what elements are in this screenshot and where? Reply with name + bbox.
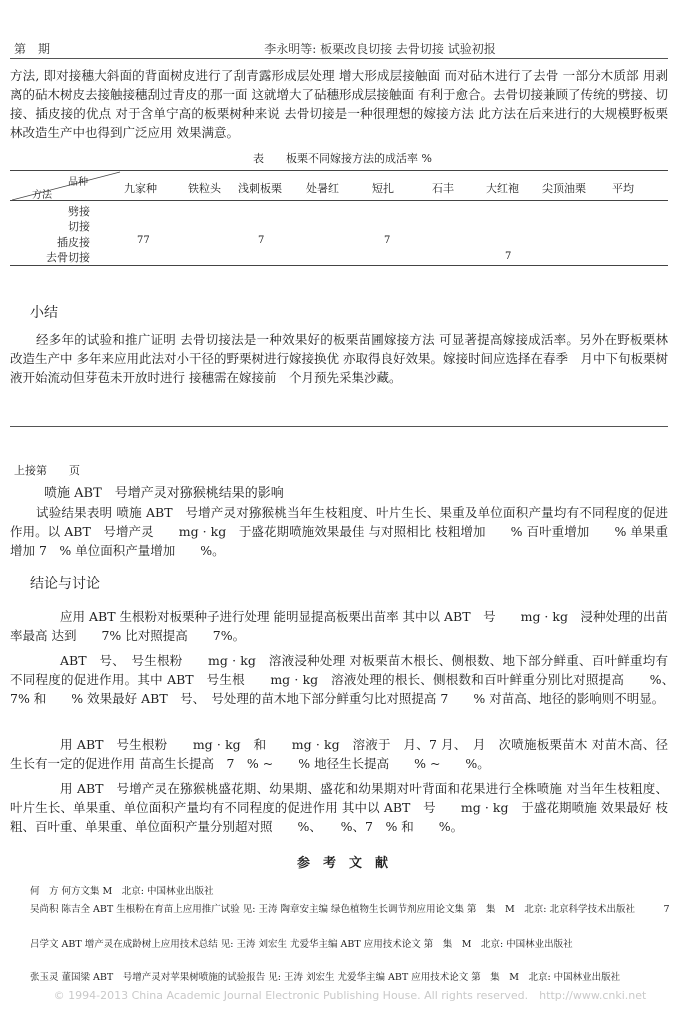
table-header-cell: 石丰: [432, 182, 454, 195]
table-header-cell: 铁粒头: [188, 182, 221, 195]
table-header-cell: 大红袍: [486, 182, 519, 195]
continued-paragraph: 试验结果表明 喷施 ABT 号增产灵对猕猴桃当年生枝粗度、叶片生长、果重及单位面积产量均有不同程度的促进作用。以 ABT 号增产灵 mg · kg 于盛花期喷施效果最佳 与对照相比 枝粗增加 % 百叶重增加 % 单果重增加 7 % 单位面积产量增加 %。: [10, 505, 668, 558]
copyright-watermark: © 1994-2013 China Academic Journal Electronic Publishing House. All rights reserved. http://www.cnki.net: [53, 989, 647, 1002]
table-cell: 7: [384, 235, 391, 246]
table-row-label: 插皮接: [57, 236, 90, 249]
table-header-cell: 尖顶油栗: [542, 182, 586, 195]
running-title: 李永明等: 板栗改良切接 去骨切接 试验初报: [264, 42, 496, 56]
continued-from-label: 上接第 页: [14, 464, 80, 477]
table-header-rule: [10, 200, 668, 201]
table-row-label: 去骨切接: [46, 251, 90, 264]
reference-item: 吕学文 ABT 增产灵在成龄树上应用技术总结 见: 王涛 刘宏生 尤爱华主编 ABT 应用技术论文 第 集 M 北京: 中国林业出版社: [30, 939, 573, 950]
references-heading: 参 考 文 献: [296, 856, 388, 871]
table-cell: 7: [258, 235, 265, 246]
table-row-label: 劈接: [68, 205, 90, 218]
summary-paragraph: 经多年的试验和推广证明 去骨切接法是一种效果好的板栗苗圃嫁接方法 可显著提高嫁接成活率。另外在野板栗林改造生产中 多年来应用此法对小干径的野栗树进行嫁接换优 亦取得良好效果。嫁接时间应选择在春季 月中下旬板栗树液开始流动但芽苞未开放时进行 接穗需在嫁接前 个月预先采集沙藏。: [10, 332, 668, 385]
reference-item: 张玉灵 董国梁 ABT 号增产灵对苹果树喷施的试验报告 见: 王涛 刘宏生 尤爱华主编 ABT 应用技术论文 第 集 M 北京: 中国林业出版社: [30, 972, 621, 983]
table-header-cell: 处暑红: [306, 182, 339, 195]
section-divider: [10, 426, 668, 427]
table-corner-diagonal: [12, 171, 122, 201]
table-header-cell: 平均: [612, 182, 634, 195]
table-corner-variety: 品种: [68, 177, 88, 188]
conclusion-paragraph-1: 应用 ABT 生根粉对板栗种子进行处理 能明显提高板栗出苗率 其中以 ABT 号 mg · kg 浸种处理的出苗率最高 达到 7% 比对照提高 7%。: [10, 609, 668, 643]
reference-item: 何 方 何方文集 M 北京: 中国林业出版社: [30, 886, 214, 897]
continued-subtitle: 喷施 ABT 号增产灵对猕猴桃结果的影响: [44, 486, 284, 501]
table-bottom-rule: [10, 265, 668, 266]
table-header-cell: 浅刺板栗: [238, 182, 282, 195]
conclusion-paragraph-4: 用 ABT 号增产灵在猕猴桃盛花期、幼果期、盛花和幼果期对叶背面和花果进行全株喷施 对当年生枝粗度、叶片生长、单果重、单位面积产量均有不同程度的促进作用 其中以 ABT 号 mg · kg 于盛花期喷施 效果最好 枝粗、百叶重、单果重、单位面积产量分别超对照 %、 %、7 % 和 %。: [10, 781, 668, 834]
table-corner-method: 方法: [32, 190, 52, 201]
table-header-cell: 短扎: [372, 182, 394, 195]
table-header-cell: 九家种: [124, 182, 157, 195]
table-cell: 77: [137, 235, 150, 246]
page-issue-label: 第 期: [14, 42, 51, 56]
conclusion-heading: 结论与讨论: [30, 576, 100, 592]
conclusion-paragraph-2: ABT 号、 号生根粉 mg · kg 溶液浸种处理 对板栗苗木根长、侧根数、地下部分鲜重、百叶鲜重均有不同程度的促进作用。其中 ABT 号生根 mg · kg 溶液处理的根长、侧根数和百叶鲜重分别比对照提高 %、 7% 和 % 效果最好 ABT 号、 号处理的苗木地下部分鲜重匀比对照提高 7 % 对苗高、地径的影响则不明显。: [10, 653, 681, 706]
conclusion-paragraph-3: 用 ABT 号生根粉 mg · kg 和 mg · kg 溶液于 月、7 月、 月 次喷施板栗苗木 对苗木高、径生长有一定的促进作用 苗高生长提高 7 % ~ % 地径生长提高 % ~ %。: [10, 737, 668, 771]
summary-heading: 小结: [30, 305, 58, 321]
table-cell: 7: [505, 251, 512, 262]
table-row-label: 切接: [68, 220, 90, 233]
table-caption: 表 板栗不同嫁接方法的成活率 %: [253, 152, 432, 165]
reference-item: 吴尚积 陈吉全 ABT 生根粉在育苗上应用推广试验 见: 王涛 陶章安主编 绿色植物生长调节剂应用论文集 第 集 M 北京: 北京科学技术出版社 7: [30, 904, 670, 915]
intro-paragraph: 方法, 即对接穗大斜面的背面树皮进行了刮青露形成层处理 增大形成层接触面 而对砧木进行了去骨 一部分木质部 用剥离的砧木树皮去接触接穗刮过青皮的那一面 这就增大了砧穗形成层接触面 有利于愈合。去骨切接兼顾了传统的劈接、切接、插皮接的优点 对于含单宁高的板栗树种来说 去骨切接是一种很理想的嫁接方法 此方法在后来进行的大规模野板栗林改造生产中也得到广泛应用 效果满意。: [10, 68, 668, 140]
header-divider: [10, 58, 668, 59]
